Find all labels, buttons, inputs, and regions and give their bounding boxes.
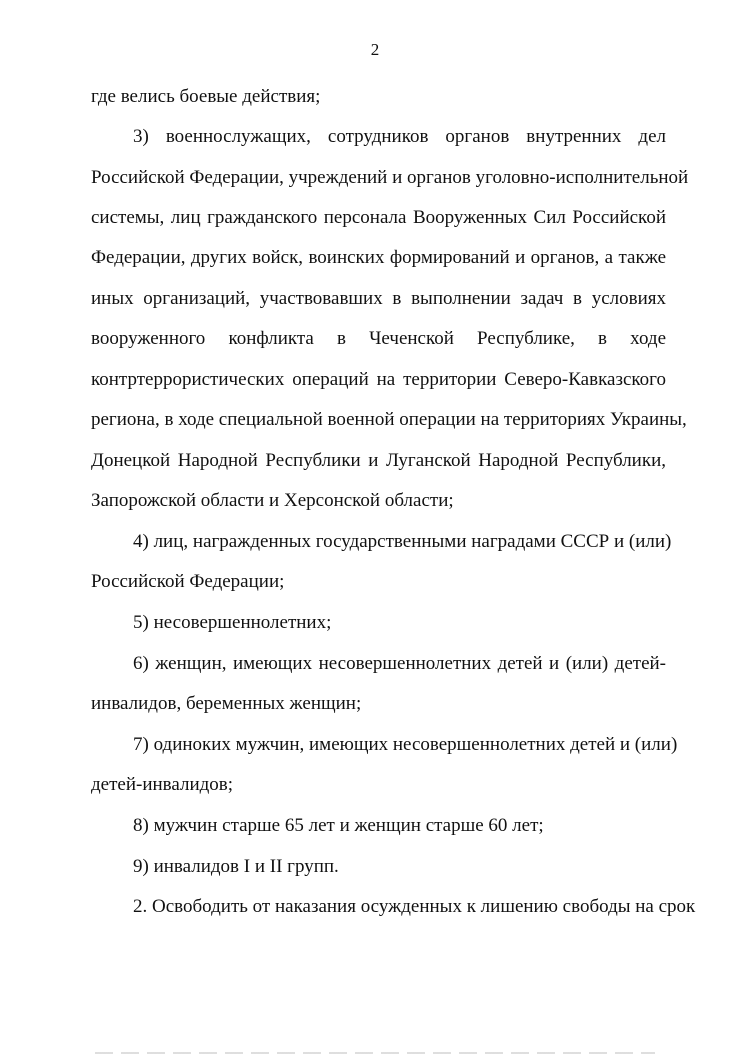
text-line: региона, в ходе специальной военной операции на территориях Украины, [91, 409, 687, 430]
text-line: Запорожской области и Херсонской области; [91, 490, 454, 511]
text-line: вооруженного конфликта в Чеченской Республике, в ходе [91, 328, 666, 349]
text-line: Донецкой Народной Республики и Луганской Народной Республики, [91, 450, 666, 471]
text-line: инвалидов, беременных женщин; [91, 693, 362, 714]
text-line: 5) несовершеннолетних; [133, 612, 332, 633]
text-line: Федерации, других войск, воинских формирований и органов, а также [91, 247, 666, 268]
text-line: где велись боевые действия; [91, 86, 321, 107]
text-line: контртеррористических операций на территории Северо-Кавказского [91, 369, 666, 390]
text-line: детей-инвалидов; [91, 774, 234, 795]
text-line: Российской Федерации; [91, 571, 285, 592]
text-line: 7) одиноких мужчин, имеющих несовершеннолетних детей и (или) [133, 734, 678, 755]
text-line: Российской Федерации, учреждений и органов уголовно-исполнительной [91, 167, 689, 188]
scan-edge-artifact [95, 1052, 655, 1054]
text-line: 8) мужчин старше 65 лет и женщин старше 60 лет; [133, 815, 544, 836]
text-line: иных организаций, участвовавших в выполнении задач в условиях [91, 288, 666, 309]
text-line: 9) инвалидов I и II групп. [133, 856, 339, 877]
text-line: 3) военнослужащих, сотрудников органов внутренних дел [133, 126, 666, 147]
text-line: 4) лиц, награжденных государственными наградами СССР и (или) [133, 531, 672, 552]
text-line: 2. Освободить от наказания осужденных к лишению свободы на срок [133, 896, 696, 917]
text-line: системы, лиц гражданского персонала Вооруженных Сил Российской [91, 207, 666, 228]
page-number: 2 [370, 40, 380, 59]
text-line: 6) женщин, имеющих несовершеннолетних детей и (или) детей- [133, 653, 666, 674]
